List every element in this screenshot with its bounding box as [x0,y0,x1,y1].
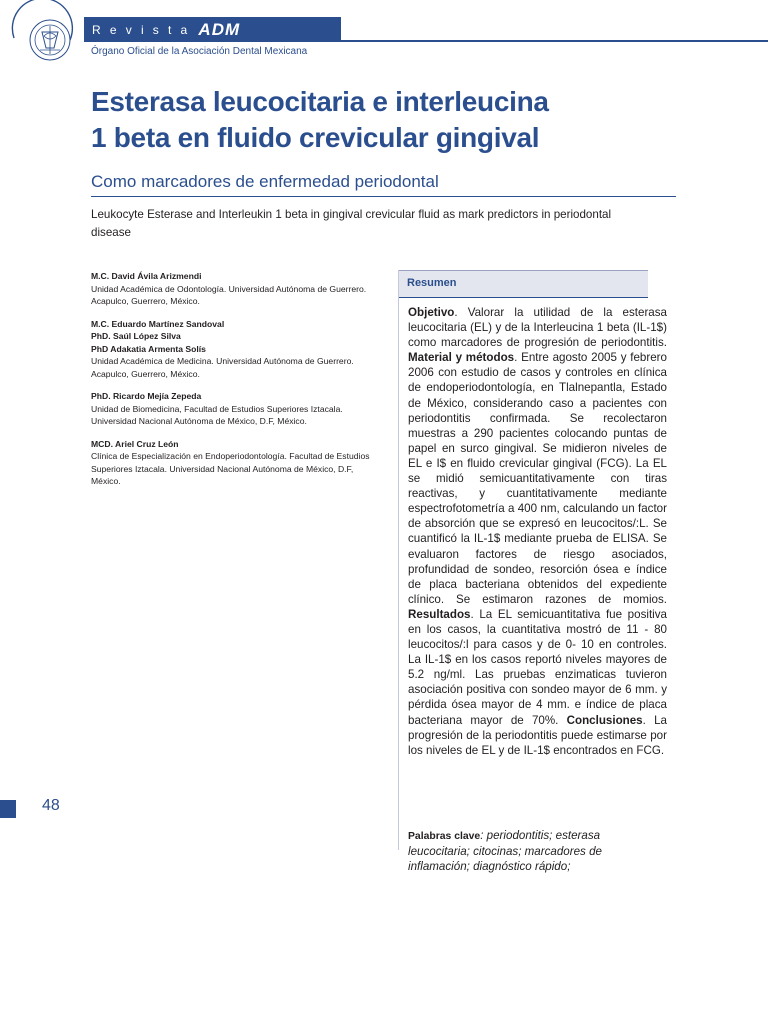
author-list [91,270,381,498]
author-affiliation: Unidad Académica de Medicina. Universidad Autónoma de Guerrero. Acapulco, Guerrero, México. [91,356,354,379]
header-rule [341,40,768,42]
objetivo-label: Objetivo [408,306,455,319]
journal-header-bar [84,17,341,42]
article-title [91,84,691,156]
author-group [91,390,381,428]
author-affiliation: Unidad Académica de Odontología. Universidad Autónoma de Guerrero. Acapulco, Guerrero, México. [91,283,367,306]
resumen-heading: Resumen [407,277,457,289]
resumen-side-rule [398,270,399,850]
conclusiones-label: Conclusiones [566,713,643,727]
resultados-text: . La EL semicuantitativa fue positiva en los casos, la cuantitativa mostró de 11 - 80 leucocitos/:l para casos y de 0- 10 en controles. La IL-1$ en los casos reportó niveles mayores de 5.2 ng/ml. Las pruebas enzimaticas tuvieron asociación positiva con sondeo mayor de 6 mm. y pérdida ósea mayor de 4 mm. e índice de placa bacteriana mayor de 70%. [408,607,667,727]
keywords-label: Palabras clave [408,831,481,842]
english-title: Leukocyte Esterase and Interleukin 1 beta in gingival crevicular fluid as mark predictors in periodontal disease [91,208,612,239]
author-affiliation: Clínica de Especialización en Endoperiodontología. Facultad de Estudios Superiores Iztacala. Universidad Nacional Autónoma de México, D.F, México. [91,451,370,486]
author-name: MCD. Ariel Cruz León [91,438,179,449]
author-name: M.C. Eduardo Martínez Sandoval [91,318,225,329]
adm-seal-logo [8,0,78,72]
keywords-text: : periodontitis; esterasa leucocitaria; citocinas; marcadores de inflamación; diagnóstico rápido; [408,829,602,874]
article-title-line-2: 1 beta en fluido crevicular gingival [91,122,540,153]
metodos-text: . Entre agosto 2005 y febrero 2006 con estudio de casos y controles en clínica de endoperiodontología, en Tlalnepantla, Estado de México, considerando caso a pacientes con periodontitis confirmada. Se recolectaron muestras a 290 pacientes colocando puntas de papel en surco gingival. Se midieron niveles de EL e I$ en fluido crevicular gingival (FCG). La EL se midió semicuantitativamente con tiras reactivas, y cuantitativamente mediante espectrofotometría a 400 nm, calculando un factor de absorción que se expresó en leucocitos/:L. Se cuantificó la IL-1$ mediante prueba de ELISA. Se evaluaron factores de riesgo asociados, profundidad de sondeo, resorción ósea e índice de placa bacteriana obtenidos del expediente clínico. Se estimaron razones de momios. [408,351,667,606]
page-number: 48 [42,797,60,814]
resultados-label: Resultados [408,607,471,621]
objetivo-text: . Valorar la utilidad de la esterasa leucocitaria (EL) y de la Interleucina 1 beta (IL-1$) como marcadores de progresión de periodontitis. [408,306,667,350]
title-divider [91,196,676,197]
journal-subtitle: Órgano Oficial de la Asociación Dental Mexicana [91,46,308,57]
journal-name: Revista [92,22,197,37]
author-name: PhD. Saúl López Silva [91,331,181,341]
author-name: M.C. David Ávila Arizmendi [91,271,202,281]
metodos-label: Material y métodos [408,351,515,365]
page-tab-marker [0,800,16,818]
author-name: PhD Adakatia Armenta Solís [91,343,206,354]
author-group [91,318,381,381]
author-name: PhD. Ricardo Mejía Zepeda [91,391,202,401]
conclusiones-text: . La progresión de la periodontitis puede estimarse por los niveles de EL y de IL-1$ encontrados en FCG. [408,713,667,757]
keywords [408,828,653,874]
article-title-line-1: Esterasa leucocitaria e interleucina [91,86,549,117]
journal-acronym: ADM [198,19,241,39]
author-group [91,438,381,488]
abstract-text [408,305,667,758]
article-subtitle: Como marcadores de enfermedad periodontal [91,172,439,191]
author-group [91,270,381,308]
author-affiliation: Unidad de Biomedicina, Facultad de Estudios Superiores Iztacala. Universidad Nacional Autónoma de México, D.F, México. [91,403,343,426]
